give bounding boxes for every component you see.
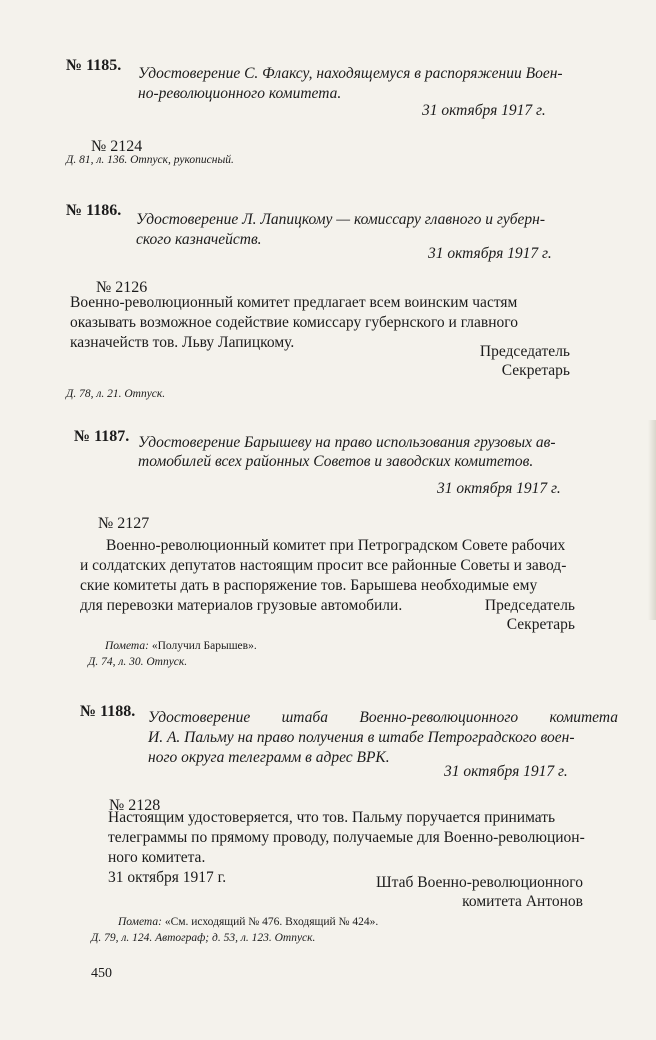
page-number: 450 [91, 966, 112, 981]
entry-number: № 1186. [66, 202, 122, 219]
document-text-line: ские комитеты дать в распоряжение тов. Барышева необходимые ему [80, 577, 538, 594]
source-reference: Д. 81, л. 136. Отпуск, рукописный. [66, 154, 234, 166]
entry-date: 31 октября 1917 г. [444, 763, 568, 780]
entry-title-line: Удостоверение Барышеву на право использования грузовых ав- [138, 434, 556, 451]
entry-title-line: ного округа телеграмм в адрес ВРК. [148, 749, 390, 766]
entry-number: № 1187. [74, 428, 130, 445]
annotation-text: «Получил Барышев». [151, 640, 257, 652]
document-text-line: Военно-революционный комитет при Петроградском Совете рабочих [106, 537, 566, 554]
annotation-label: Помета: [105, 640, 149, 652]
source-reference: Д. 78, л. 21. Отпуск. [66, 388, 166, 400]
document-text-line: оказывать возможное содействие комиссару губернского и главного [70, 314, 518, 331]
signature-line: Председатель [484, 597, 575, 614]
annotation-label: Помета: [118, 916, 162, 928]
entry-title-line: ского казначейств. [136, 231, 262, 248]
source-reference: Д. 79, л. 124. Автограф; д. 53, л. 123. Отпуск. [91, 932, 316, 944]
signature-line: Секретарь [501, 362, 570, 379]
annotation [105, 640, 257, 652]
entry-date: 31 октября 1917 г. [437, 480, 561, 497]
entry-title-line: Удостоверение штаба Военно-революционного комитета [148, 709, 618, 726]
document-number: № 2126 [96, 279, 148, 296]
entry-date: 31 октября 1917 г. [422, 102, 546, 119]
entry-number: № 1185. [66, 57, 122, 74]
document-text-line: ного комитета. [108, 849, 206, 866]
document-number: № 2127 [98, 515, 150, 532]
entry-number: № 1188. [80, 703, 136, 720]
document-date-line: 31 октября 1917 г. [108, 869, 227, 886]
document-text-line: телеграммы по прямому проводу, получаемые для Военно-революцион- [108, 829, 585, 846]
entry-date: 31 октября 1917 г. [428, 245, 552, 262]
signature-line: Секретарь [506, 616, 575, 633]
signature-line: Председатель [479, 343, 570, 360]
entry-title-line: томобилей всех районных Советов и заводских комитетов. [138, 453, 534, 470]
annotation [118, 916, 378, 928]
annotation-text: «См. исходящий № 476. Входящий № 424». [164, 916, 379, 928]
signature-line: комитета Антонов [462, 893, 583, 910]
document-text-line: Настоящим удостоверяется, что тов. Пальму поручается принимать [108, 809, 556, 826]
document-text-line: и солдатских депутатов настоящим просит все районные Советы и завод- [80, 557, 567, 574]
source-reference: Д. 74, л. 30. Отпуск. [88, 656, 188, 668]
entry-title-line: Удостоверение С. Флаксу, находящемуся в распоряжении Воен- [138, 65, 563, 82]
entry-title-line: Удостоверение Л. Лапицкому — комиссару главного и губерн- [136, 211, 546, 228]
document-text-line: казначейств тов. Льву Лапицкому. [70, 334, 295, 351]
document-text-line: Военно-революционный комитет предлагает всем воинским частям [70, 294, 518, 311]
page-edge-shadow [648, 420, 656, 620]
document-text-line: для перевозки материалов грузовые автомобили. [80, 597, 403, 614]
entry-title-line: И. А. Пальму на право получения в штабе Петроградского воен- [148, 729, 575, 746]
document-number: № 2124 [91, 138, 143, 155]
entry-title-line: но-революционного комитета. [138, 85, 342, 102]
document-number: № 2128 [109, 797, 161, 814]
signature-line: Штаб Военно-революционного [375, 874, 583, 891]
